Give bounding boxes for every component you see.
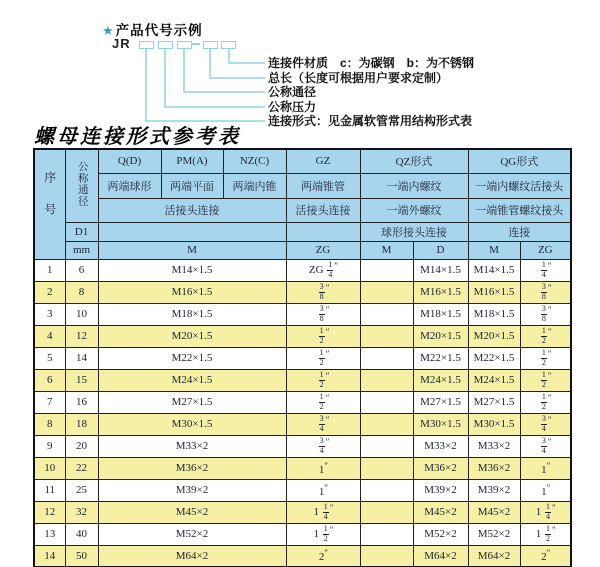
table-row (34, 259, 571, 281)
table-row (34, 523, 571, 545)
cell-seq: 3 (34, 303, 65, 325)
cell-zg: 2″ (286, 545, 360, 567)
cell-dn: 8 (65, 281, 98, 303)
subheader-connect-qg: 连接 (468, 222, 571, 241)
cell-zg: ZG $\frac{1}{4}$ ″ (286, 259, 360, 281)
cell-qz-d: M30×1.5 (413, 413, 468, 435)
table-row (34, 303, 571, 325)
cell-qz-m (360, 457, 413, 479)
cell-seq: 6 (34, 369, 65, 391)
cell-zg: 1 $\frac{1}{2}$ ″ (286, 523, 360, 545)
col-header-nz: NZ(C) (223, 149, 286, 173)
nut-connection-table (33, 148, 572, 567)
cell-zg: 1″ (286, 457, 360, 479)
cell-zg: $\frac{1}{2}$ ″ (286, 325, 360, 347)
cell-seq: 4 (34, 325, 65, 347)
cell-seq: 7 (34, 391, 65, 413)
subheader-qz: 一端内螺纹 (360, 173, 468, 198)
cell-zg: $\frac{1}{2}$ ″ (286, 369, 360, 391)
cell-seq: 12 (34, 501, 65, 523)
col-header-gz: GZ (286, 149, 360, 173)
cell-qz-m (360, 347, 413, 369)
cell-qg-m: M24×1.5 (468, 369, 520, 391)
cell-qg-zg: $\frac{1}{2}$ ″ (520, 369, 571, 391)
unit-qz-d: D (413, 241, 468, 259)
cell-seq: 14 (34, 545, 65, 567)
subheader-ext-thread-qz: 一端外螺纹 (360, 198, 468, 222)
code-box-length (203, 41, 218, 49)
cell-seq: 10 (34, 457, 65, 479)
subheader-ball-joint-qz: 球形接头连接 (360, 222, 468, 241)
cell-qz-d: M16×1.5 (413, 281, 468, 303)
code-label-length: 总长（长度可根据用户要求定制） (268, 71, 449, 85)
subheader-nz: 两端内锥 (223, 173, 286, 198)
cell-m: M45×2 (98, 501, 286, 523)
cell-qz-m (360, 523, 413, 545)
header-empty-left (98, 222, 286, 241)
table-row (34, 479, 571, 501)
cell-qg-m: M20×1.5 (468, 325, 520, 347)
cell-qg-zg: $\frac{1}{2}$ ″ (520, 325, 571, 347)
diagram-title-text: 产品代号示例 (115, 23, 203, 38)
cell-qz-d: M18×1.5 (413, 303, 468, 325)
cell-qg-m: M27×1.5 (468, 391, 520, 413)
cell-seq: 2 (34, 281, 65, 303)
cell-qz-m (360, 479, 413, 501)
unit-qz-m: M (360, 241, 413, 259)
cell-dn: 20 (65, 435, 98, 457)
cell-qz-d: M20×1.5 (413, 325, 468, 347)
cell-qg-m: M22×1.5 (468, 347, 520, 369)
cell-dn: 40 (65, 523, 98, 545)
cell-m: M16×1.5 (98, 281, 286, 303)
cell-qg-zg: $\frac{3}{8}$ ″ (520, 303, 571, 325)
code-dash (191, 43, 200, 45)
table-title: 螺母连接形式参考表 (34, 126, 241, 148)
cell-m: M24×1.5 (98, 369, 286, 391)
cell-dn: 22 (65, 457, 98, 479)
unit-zg: ZG (286, 241, 360, 259)
table-header (34, 149, 571, 259)
table-row (34, 413, 571, 435)
table-body (34, 259, 571, 567)
product-code-prefix: JR (112, 36, 131, 51)
code-box-connection (139, 41, 154, 49)
cell-m: M27×1.5 (98, 391, 286, 413)
cell-m: M64×2 (98, 545, 286, 567)
cell-qz-m (360, 259, 413, 281)
cell-m: M33×2 (98, 435, 286, 457)
cell-qz-d: M52×2 (413, 523, 468, 545)
cell-qg-m: M45×2 (468, 501, 520, 523)
cell-qz-d: M39×2 (413, 479, 468, 501)
cell-dn: 25 (65, 479, 98, 501)
unit-qg-zg: ZG (520, 241, 571, 259)
subheader-pm: 两端平面 (161, 173, 223, 198)
col-header-seq: 序号 (34, 149, 65, 259)
cell-m: M22×1.5 (98, 347, 286, 369)
code-label-pressure: 公称压力 (268, 100, 317, 114)
cell-qg-zg: 2″ (520, 545, 571, 567)
code-label-diameter: 公称通径 (268, 85, 317, 99)
cell-m: M52×2 (98, 523, 286, 545)
subheader-union-left: 活接头连接 (98, 198, 286, 222)
cell-zg: 1 $\frac{1}{4}$ ″ (286, 501, 360, 523)
cell-seq: 1 (34, 259, 65, 281)
cell-qg-zg: 1″ (520, 457, 571, 479)
cell-qg-zg: 1 $\frac{1}{2}$ ″ (520, 523, 571, 545)
cell-qz-d: M27×1.5 (413, 391, 468, 413)
cell-dn: 14 (65, 347, 98, 369)
cell-zg: $\frac{3}{4}$ ″ (286, 435, 360, 457)
unit-qg-m: M (468, 241, 520, 259)
cell-qz-d: M24×1.5 (413, 369, 468, 391)
cell-qg-zg: $\frac{1}{2}$ ″ (520, 391, 571, 413)
cell-zg: 1″ (286, 479, 360, 501)
cell-m: M18×1.5 (98, 303, 286, 325)
col-header-dn: 公称通径 (65, 149, 98, 222)
cell-qg-zg: $\frac{1}{4}$ ″ (520, 259, 571, 281)
table-row (34, 369, 571, 391)
cell-dn: 50 (65, 545, 98, 567)
cell-qg-zg: $\frac{3}{4}$ ″ (520, 435, 571, 457)
cell-m: M30×1.5 (98, 413, 286, 435)
star-icon: ★ (102, 23, 115, 38)
cell-m: M39×2 (98, 479, 286, 501)
table-row (34, 325, 571, 347)
cell-qg-zg: 1″ (520, 479, 571, 501)
subheader-union-gz: 活接头连接 (286, 198, 360, 222)
table-row (34, 435, 571, 457)
unit-mm: mm (65, 241, 98, 259)
header-d1: D1 (65, 222, 98, 241)
code-label-connection: 连接形式：见金属软管常用结构形式表 (268, 114, 473, 128)
cell-seq: 9 (34, 435, 65, 457)
col-header-qd: Q(D) (98, 149, 161, 173)
code-box-pressure (158, 41, 173, 49)
cell-seq: 5 (34, 347, 65, 369)
cell-qg-m: M64×2 (468, 545, 520, 567)
cell-zg: $\frac{1}{2}$ ″ (286, 347, 360, 369)
subheader-taper-thread-qg: 一端锥管螺纹接头 (468, 198, 571, 222)
table-row (34, 347, 571, 369)
cell-qz-m (360, 369, 413, 391)
subheader-gz: 两端锥管 (286, 173, 360, 198)
table-row (34, 391, 571, 413)
cell-dn: 12 (65, 325, 98, 347)
col-header-pm: PM(A) (161, 149, 223, 173)
cell-zg: $\frac{3}{8}$ ″ (286, 303, 360, 325)
cell-seq: 13 (34, 523, 65, 545)
cell-seq: 11 (34, 479, 65, 501)
cell-qz-m (360, 325, 413, 347)
cell-qz-m (360, 413, 413, 435)
cell-qg-m: M16×1.5 (468, 281, 520, 303)
cell-qz-m (360, 281, 413, 303)
col-header-qz: QZ形式 (360, 149, 468, 173)
cell-qz-d: M45×2 (413, 501, 468, 523)
cell-qz-m (360, 391, 413, 413)
cell-dn: 6 (65, 259, 98, 281)
cell-m: M14×1.5 (98, 259, 286, 281)
cell-dn: 32 (65, 501, 98, 523)
cell-seq: 8 (34, 413, 65, 435)
cell-qg-zg: $\frac{3}{8}$ ″ (520, 281, 571, 303)
code-box-diameter (177, 41, 192, 49)
header-empty-gz (286, 222, 360, 241)
cell-dn: 15 (65, 369, 98, 391)
cell-qg-m: M30×1.5 (468, 413, 520, 435)
cell-qg-m: M36×2 (468, 457, 520, 479)
cell-qz-m (360, 303, 413, 325)
table-row (34, 281, 571, 303)
cell-qg-zg: $\frac{3}{4}$ ″ (520, 413, 571, 435)
cell-qg-m: M18×1.5 (468, 303, 520, 325)
cell-qz-d: M36×2 (413, 457, 468, 479)
subheader-qg: 一端内螺纹活接头 (468, 173, 571, 198)
table-row (34, 545, 571, 567)
cell-qg-m: M33×2 (468, 435, 520, 457)
cell-qz-d: M14×1.5 (413, 259, 468, 281)
cell-qg-zg: $\frac{1}{2}$ ″ (520, 347, 571, 369)
subheader-qd: 两端球形 (98, 173, 161, 198)
cell-dn: 16 (65, 391, 98, 413)
cell-qz-m (360, 435, 413, 457)
col-header-qg: QG形式 (468, 149, 571, 173)
cell-dn: 18 (65, 413, 98, 435)
cell-qz-m (360, 545, 413, 567)
cell-qz-d: M33×2 (413, 435, 468, 457)
cell-m: M36×2 (98, 457, 286, 479)
cell-qg-m: M14×1.5 (468, 259, 520, 281)
code-label-material: 连接件材质 c：为碳钢 b：为不锈钢 (268, 56, 475, 70)
cell-qz-d: M22×1.5 (413, 347, 468, 369)
cell-qg-zg: 1 $\frac{1}{4}$ ″ (520, 501, 571, 523)
code-box-material (221, 41, 236, 49)
cell-zg: $\frac{1}{2}$ ″ (286, 391, 360, 413)
table-row (34, 501, 571, 523)
cell-qg-m: M52×2 (468, 523, 520, 545)
cell-qg-m: M39×2 (468, 479, 520, 501)
table-row (34, 457, 571, 479)
cell-dn: 10 (65, 303, 98, 325)
unit-m: M (98, 241, 286, 259)
cell-qz-d: M64×2 (413, 545, 468, 567)
cell-m: M20×1.5 (98, 325, 286, 347)
cell-qz-m (360, 501, 413, 523)
cell-zg: $\frac{3}{8}$ ″ (286, 281, 360, 303)
cell-zg: $\frac{3}{4}$ ″ (286, 413, 360, 435)
